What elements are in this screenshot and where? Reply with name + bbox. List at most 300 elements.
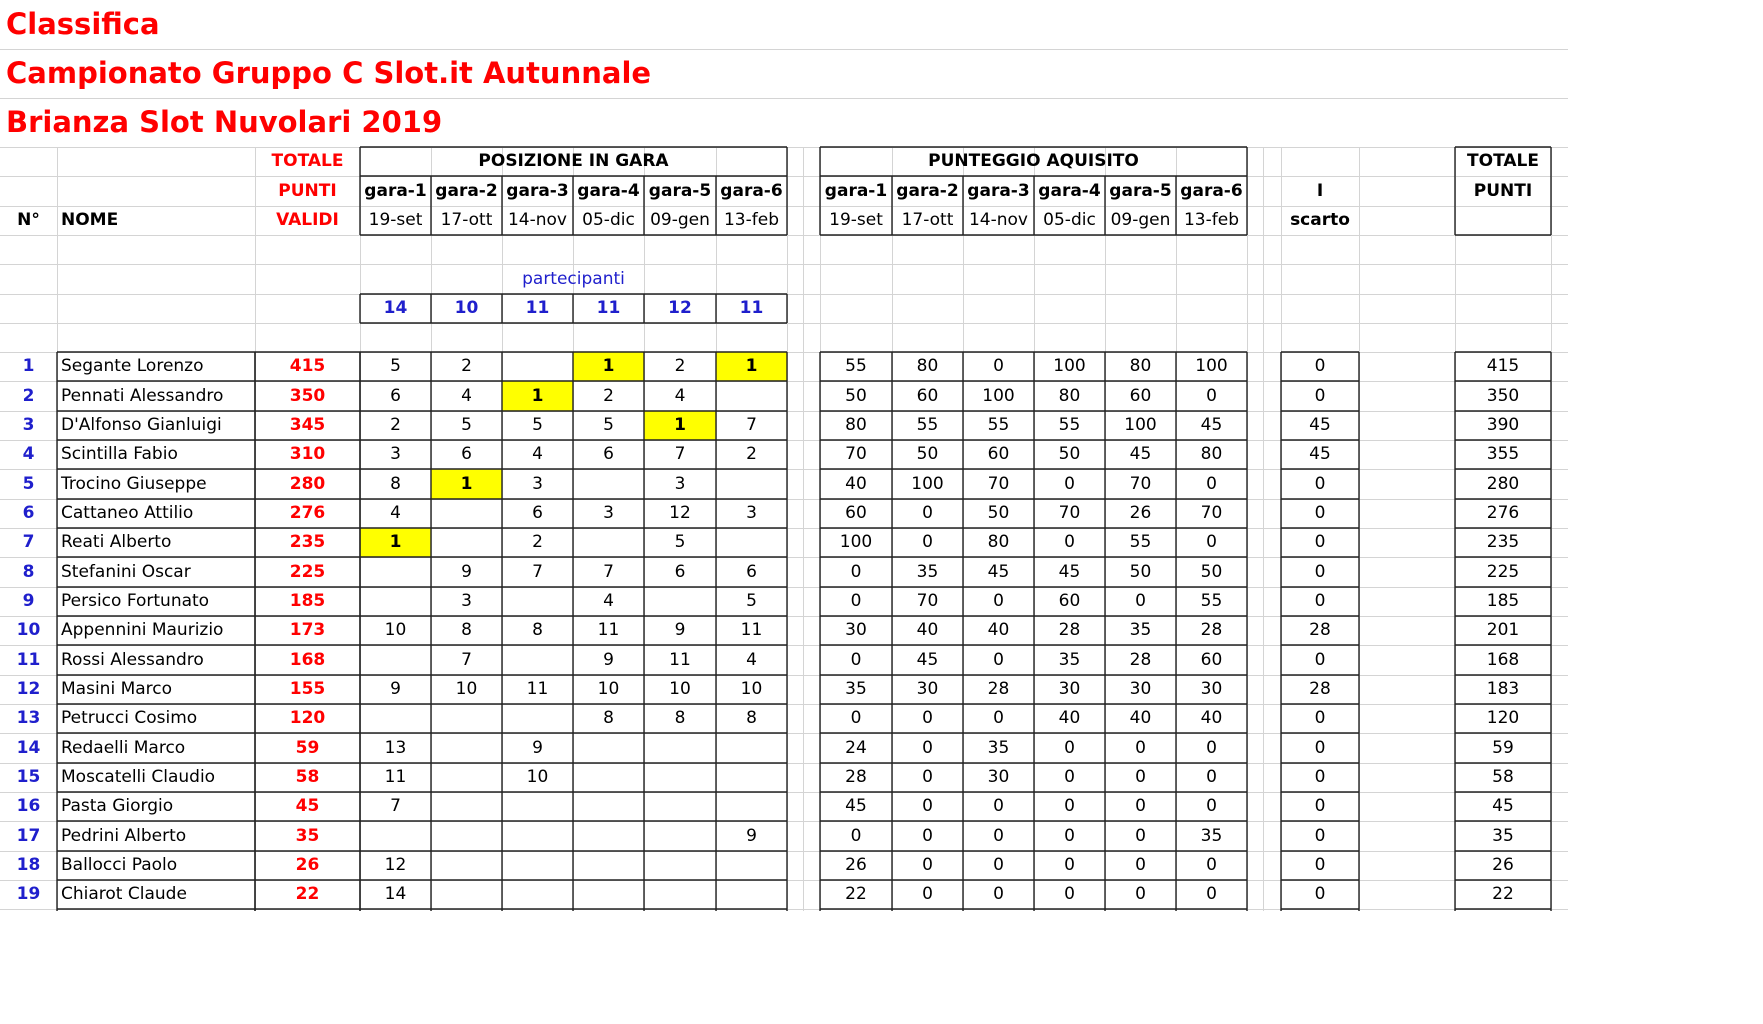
- row-position: 11: [384, 767, 407, 787]
- row-position: 10: [597, 679, 620, 699]
- row-position: 10: [526, 767, 549, 787]
- row-points: 30: [916, 679, 939, 699]
- row-points: 70: [845, 444, 867, 464]
- row-name: Pedrini Alberto: [61, 825, 187, 846]
- row-position: 1: [602, 356, 615, 376]
- row-points: 55: [845, 356, 867, 376]
- row-position: 2: [532, 532, 543, 552]
- row-position: [716, 763, 787, 792]
- row-position: [360, 821, 431, 851]
- row-points: 35: [845, 679, 867, 699]
- row-position: 6: [461, 444, 472, 464]
- row-position: [716, 528, 787, 557]
- row-points: 100: [911, 473, 944, 494]
- row-points: 0: [1064, 532, 1075, 552]
- row-position: 4: [461, 385, 472, 406]
- row-points: 0: [1135, 855, 1146, 875]
- row-points: 30: [1129, 679, 1152, 699]
- row-position: 9: [461, 561, 472, 582]
- row-position: 8: [603, 708, 614, 728]
- row-points: 35: [1200, 825, 1223, 846]
- row-number: 5: [22, 473, 35, 494]
- row-points: 70: [987, 473, 1010, 494]
- row-number: 1: [22, 356, 35, 376]
- row-name: Trocino Giuseppe: [61, 473, 207, 494]
- row-totale: 185: [1486, 591, 1520, 611]
- row-points: 24: [845, 737, 867, 758]
- row-points: 35: [1058, 649, 1081, 670]
- row-points: 0: [1064, 796, 1075, 816]
- row-points: 0: [993, 708, 1004, 728]
- row-points: 0: [922, 532, 933, 552]
- row-position: 11: [597, 620, 620, 640]
- row-number: 19: [16, 884, 41, 904]
- partecipanti-count: 14: [383, 298, 408, 318]
- row-number: 14: [16, 737, 41, 758]
- row-position: [573, 469, 644, 499]
- row-points: 0: [1135, 767, 1146, 787]
- row-position: [360, 557, 431, 587]
- row-points: 60: [987, 444, 1010, 464]
- header-scarto-top: I: [1316, 180, 1324, 201]
- row-punti-validi: 276: [289, 503, 326, 523]
- row-points: 55: [916, 415, 939, 435]
- row-position: 8: [390, 473, 401, 494]
- header-gara-pos: gara-6: [720, 180, 783, 201]
- row-position: [716, 733, 787, 763]
- row-position: 7: [461, 649, 472, 670]
- row-position: [502, 821, 573, 851]
- title-campionato: Campionato Gruppo C Slot.it Autunnale: [6, 56, 652, 90]
- row-position: [502, 704, 573, 733]
- row-scarto: 0: [1314, 884, 1326, 904]
- row-points: 30: [1200, 679, 1223, 699]
- row-totale: 168: [1486, 649, 1520, 670]
- row-position: 6: [390, 385, 401, 406]
- row-position: 3: [603, 503, 614, 523]
- row-points: 70: [1129, 473, 1152, 494]
- row-totale: 35: [1492, 825, 1514, 846]
- row-position: 7: [390, 796, 401, 816]
- row-totale: 201: [1486, 620, 1520, 640]
- row-position: 11: [526, 679, 549, 699]
- row-points: 0: [1064, 825, 1075, 846]
- row-points: 100: [1053, 356, 1086, 376]
- row-position: 8: [674, 708, 686, 728]
- row-position: 4: [603, 591, 614, 611]
- row-punti-validi: 35: [295, 825, 320, 846]
- row-totale: 390: [1486, 415, 1520, 435]
- row-name: Redaelli Marco: [61, 737, 186, 758]
- row-points: 0: [1135, 825, 1146, 846]
- row-position: [431, 821, 502, 851]
- row-position: 5: [674, 532, 686, 552]
- row-number: 17: [16, 825, 41, 846]
- row-position: [502, 587, 573, 616]
- row-points: 55: [1129, 532, 1152, 552]
- row-position: 1: [674, 415, 686, 435]
- row-position: 5: [390, 356, 401, 376]
- row-position: 8: [532, 620, 543, 640]
- row-position: [502, 851, 573, 880]
- row-punti-validi: 345: [289, 415, 326, 435]
- row-position: [573, 528, 644, 557]
- row-totale: 280: [1486, 473, 1520, 494]
- row-points: 0: [922, 503, 933, 523]
- row-punti-validi: 225: [289, 561, 326, 582]
- row-points: 28: [1129, 649, 1152, 670]
- row-points: 45: [1200, 415, 1223, 435]
- row-position: 2: [390, 415, 401, 435]
- row-points: 30: [1058, 679, 1081, 699]
- row-points: 0: [1206, 473, 1217, 494]
- row-scarto: 0: [1314, 561, 1326, 582]
- row-points: 40: [987, 620, 1010, 640]
- header-gara-pts: gara-5: [1109, 180, 1172, 201]
- row-position: 8: [746, 708, 757, 728]
- header-punti-right: PUNTI: [1473, 180, 1533, 201]
- row-position: 9: [603, 649, 614, 670]
- row-points: 22: [845, 884, 867, 904]
- row-points: 0: [850, 591, 862, 611]
- row-points: 30: [987, 767, 1010, 787]
- partecipanti-label: partecipanti: [522, 268, 625, 289]
- row-points: 60: [1058, 591, 1081, 611]
- row-points: 0: [1064, 473, 1075, 494]
- row-points: 0: [993, 796, 1004, 816]
- row-position: [716, 880, 787, 909]
- row-punti-validi: 26: [295, 855, 320, 875]
- row-name: Chiarot Claude: [61, 884, 187, 904]
- row-punti-validi: 155: [289, 679, 326, 699]
- row-position: 4: [674, 385, 686, 406]
- row-scarto: 45: [1309, 444, 1331, 464]
- header-punteggio-aquisito: PUNTEGGIO AQUISITO: [928, 151, 1139, 171]
- row-scarto: 0: [1314, 796, 1326, 816]
- row-position: 5: [532, 415, 543, 435]
- row-scarto: 0: [1314, 708, 1326, 728]
- row-position: 10: [669, 679, 691, 699]
- header-date-pos: 05-dic: [582, 210, 635, 230]
- row-points: 80: [987, 532, 1010, 552]
- row-points: 100: [982, 385, 1015, 406]
- row-position: 4: [532, 444, 543, 464]
- row-position: [644, 880, 716, 909]
- row-points: 60: [845, 503, 867, 523]
- row-points: 45: [1058, 561, 1081, 582]
- row-position: 3: [390, 444, 401, 464]
- row-name: Segante Lorenzo: [61, 356, 204, 376]
- row-points: 0: [1135, 737, 1146, 758]
- row-points: 0: [1206, 385, 1217, 406]
- row-position: 2: [603, 385, 614, 406]
- row-position: 9: [746, 825, 757, 846]
- row-scarto: 0: [1314, 356, 1326, 376]
- row-points: 45: [845, 796, 867, 816]
- row-totale: 58: [1492, 767, 1514, 787]
- row-points: 26: [845, 855, 867, 875]
- row-points: 0: [850, 649, 862, 670]
- row-name: Moscatelli Claudio: [61, 767, 216, 787]
- row-position: [431, 528, 502, 557]
- row-position: 7: [674, 444, 686, 464]
- row-points: 0: [1206, 796, 1217, 816]
- partecipanti-count: 11: [739, 298, 764, 318]
- row-points: 80: [916, 356, 939, 376]
- row-points: 0: [1135, 796, 1146, 816]
- row-scarto: 0: [1314, 825, 1326, 846]
- row-points: 100: [839, 532, 873, 552]
- row-points: 0: [1064, 767, 1075, 787]
- row-scarto: 0: [1314, 591, 1326, 611]
- row-points: 0: [1135, 884, 1146, 904]
- row-position: 11: [740, 620, 763, 640]
- header-gara-pts: gara-1: [824, 180, 888, 201]
- row-position: 6: [674, 561, 686, 582]
- header-gara-pts: gara-3: [967, 180, 1030, 201]
- row-points: 0: [993, 825, 1004, 846]
- header-gara-pts: gara-4: [1038, 180, 1101, 201]
- row-points: 0: [1064, 855, 1075, 875]
- header-gara-pos: gara-3: [506, 180, 569, 201]
- row-points: 40: [1200, 708, 1223, 728]
- partecipanti-count: 10: [454, 298, 479, 318]
- row-points: 0: [993, 591, 1004, 611]
- row-name: Pasta Giorgio: [61, 796, 174, 816]
- row-totale: 59: [1492, 737, 1514, 758]
- row-position: 5: [603, 415, 614, 435]
- row-position: [502, 792, 573, 821]
- row-points: 55: [987, 415, 1010, 435]
- header-date-pts: 14-nov: [968, 210, 1028, 230]
- row-points: 100: [1124, 415, 1157, 435]
- row-position: 4: [390, 503, 401, 523]
- row-position: 7: [603, 561, 614, 582]
- row-position: 1: [745, 356, 758, 376]
- title-brianza: Brianza Slot Nuvolari 2019: [6, 105, 443, 139]
- row-position: 2: [674, 356, 686, 376]
- header-punti: PUNTI: [278, 180, 337, 201]
- row-points: 0: [922, 855, 933, 875]
- row-points: 70: [1200, 503, 1223, 523]
- header-scarto: scarto: [1290, 210, 1350, 230]
- row-punti-validi: 415: [289, 356, 326, 376]
- row-position: [431, 851, 502, 880]
- row-totale: 183: [1486, 679, 1520, 699]
- row-scarto: 0: [1314, 649, 1326, 670]
- row-position: 2: [746, 444, 757, 464]
- row-position: [644, 792, 716, 821]
- row-points: 35: [987, 737, 1010, 758]
- row-scarto: 0: [1314, 473, 1326, 494]
- row-name: Petrucci Cosimo: [61, 708, 198, 728]
- row-number: 9: [22, 591, 35, 611]
- row-points: 0: [922, 796, 933, 816]
- header-validi: VALIDI: [276, 210, 339, 230]
- row-points: 35: [1129, 620, 1152, 640]
- row-points: 0: [922, 708, 933, 728]
- row-position: [573, 880, 644, 909]
- row-totale: 355: [1486, 444, 1520, 464]
- row-number: 12: [16, 679, 41, 699]
- row-points: 0: [1206, 884, 1217, 904]
- row-points: 35: [916, 561, 939, 582]
- row-points: 40: [1058, 708, 1081, 728]
- row-position: 1: [460, 473, 473, 494]
- row-points: 0: [850, 708, 862, 728]
- row-punti-validi: 58: [295, 767, 320, 787]
- header-gara-pos: gara-1: [364, 180, 427, 201]
- row-punti-validi: 120: [289, 708, 326, 728]
- row-totale: 225: [1486, 561, 1520, 582]
- row-position: [716, 792, 787, 821]
- header-date-pts: 09-gen: [1110, 210, 1171, 230]
- header-gara-pts: gara-6: [1180, 180, 1243, 201]
- header-gara-pos: gara-5: [648, 180, 712, 201]
- row-number: 3: [22, 415, 35, 435]
- row-points: 80: [1058, 385, 1081, 406]
- row-position: 9: [674, 620, 686, 640]
- row-punti-validi: 185: [289, 591, 326, 611]
- row-name: Rossi Alessandro: [61, 649, 204, 670]
- row-name: Masini Marco: [61, 679, 173, 699]
- row-points: 80: [845, 415, 867, 435]
- row-points: 50: [1129, 561, 1152, 582]
- row-number: 10: [16, 620, 41, 640]
- row-points: 40: [916, 620, 939, 640]
- row-position: 9: [532, 737, 543, 758]
- row-scarto: 28: [1309, 679, 1331, 699]
- row-position: [716, 381, 787, 411]
- header-totale-right: TOTALE: [1467, 151, 1539, 171]
- row-position: 12: [384, 855, 407, 875]
- row-points: 28: [1200, 620, 1223, 640]
- partecipanti-count: 11: [525, 298, 550, 318]
- row-totale: 415: [1486, 356, 1520, 376]
- row-position: 3: [532, 473, 543, 494]
- row-position: 12: [669, 503, 691, 523]
- row-position: [573, 792, 644, 821]
- row-punti-validi: 235: [289, 532, 326, 552]
- row-points: 0: [1064, 737, 1075, 758]
- row-scarto: 0: [1314, 532, 1326, 552]
- row-points: 0: [993, 884, 1004, 904]
- row-points: 26: [1129, 503, 1152, 523]
- title-classifica: Classifica: [6, 7, 160, 41]
- row-position: 10: [384, 620, 407, 640]
- row-points: 50: [1200, 561, 1223, 582]
- row-points: 0: [993, 649, 1004, 670]
- row-points: 80: [1129, 356, 1152, 376]
- row-points: 0: [922, 767, 933, 787]
- row-position: [573, 821, 644, 851]
- row-position: [573, 733, 644, 763]
- header-date-pos: 13-feb: [723, 210, 779, 230]
- row-number: 6: [22, 503, 35, 523]
- row-name: Stefanini Oscar: [61, 561, 191, 582]
- row-points: 28: [1058, 620, 1081, 640]
- row-points: 70: [1058, 503, 1081, 523]
- row-punti-validi: 45: [295, 796, 320, 816]
- header-posizione-in-gara: POSIZIONE IN GARA: [478, 151, 669, 171]
- row-position: [502, 880, 573, 909]
- row-position: [573, 851, 644, 880]
- row-totale: 22: [1492, 884, 1514, 904]
- row-points: 30: [845, 620, 867, 640]
- row-punti-validi: 22: [295, 884, 320, 904]
- row-position: [360, 645, 431, 675]
- row-position: 4: [746, 649, 757, 670]
- row-position: 1: [389, 532, 402, 552]
- row-points: 40: [1129, 708, 1152, 728]
- row-position: [431, 499, 502, 528]
- row-number: 18: [16, 855, 41, 875]
- row-points: 0: [1064, 884, 1075, 904]
- row-points: 0: [993, 855, 1004, 875]
- row-points: 60: [1200, 649, 1223, 670]
- row-scarto: 45: [1309, 415, 1331, 435]
- row-name: Cattaneo Attilio: [61, 503, 194, 523]
- header-date-pos: 09-gen: [650, 210, 710, 230]
- row-points: 0: [1206, 767, 1217, 787]
- row-points: 50: [1058, 444, 1081, 464]
- row-points: 0: [922, 884, 933, 904]
- row-position: [431, 880, 502, 909]
- row-position: [644, 733, 716, 763]
- row-number: 11: [16, 649, 41, 670]
- header-nome: NOME: [61, 210, 119, 230]
- header-date-pos: 17-ott: [440, 210, 493, 230]
- header-date-pos: 19-set: [368, 210, 423, 230]
- row-number: 13: [16, 708, 41, 728]
- row-position: [431, 733, 502, 763]
- header-date-pts: 13-feb: [1183, 210, 1239, 230]
- row-scarto: 28: [1309, 620, 1331, 640]
- row-position: 6: [532, 503, 543, 523]
- row-points: 50: [916, 444, 939, 464]
- row-name: Persico Fortunato: [61, 591, 210, 611]
- row-totale: 235: [1486, 532, 1520, 552]
- row-points: 0: [1206, 737, 1217, 758]
- row-number: 16: [16, 796, 41, 816]
- row-name: Appennini Maurizio: [61, 620, 224, 640]
- partecipanti-count: 12: [668, 298, 692, 318]
- row-points: 0: [1206, 855, 1217, 875]
- row-position: 8: [461, 620, 472, 640]
- row-points: 0: [1206, 532, 1217, 552]
- row-position: [431, 792, 502, 821]
- row-points: 45: [916, 649, 939, 670]
- row-points: 0: [922, 737, 933, 758]
- row-points: 55: [1200, 591, 1223, 611]
- row-name: Pennati Alessandro: [61, 385, 224, 406]
- row-position: 6: [603, 444, 614, 464]
- row-scarto: 0: [1314, 503, 1326, 523]
- row-position: 5: [746, 591, 757, 611]
- row-points: 40: [845, 473, 867, 494]
- row-points: 0: [993, 356, 1004, 376]
- row-points: 0: [922, 825, 933, 846]
- row-scarto: 0: [1314, 385, 1326, 406]
- header-date-pts: 19-set: [829, 210, 883, 230]
- row-position: [431, 704, 502, 733]
- row-position: 14: [384, 884, 407, 904]
- row-punti-validi: 280: [289, 473, 326, 494]
- row-number: 15: [16, 767, 41, 787]
- row-position: [644, 587, 716, 616]
- row-position: 5: [461, 415, 472, 435]
- partecipanti-count: 11: [596, 298, 621, 318]
